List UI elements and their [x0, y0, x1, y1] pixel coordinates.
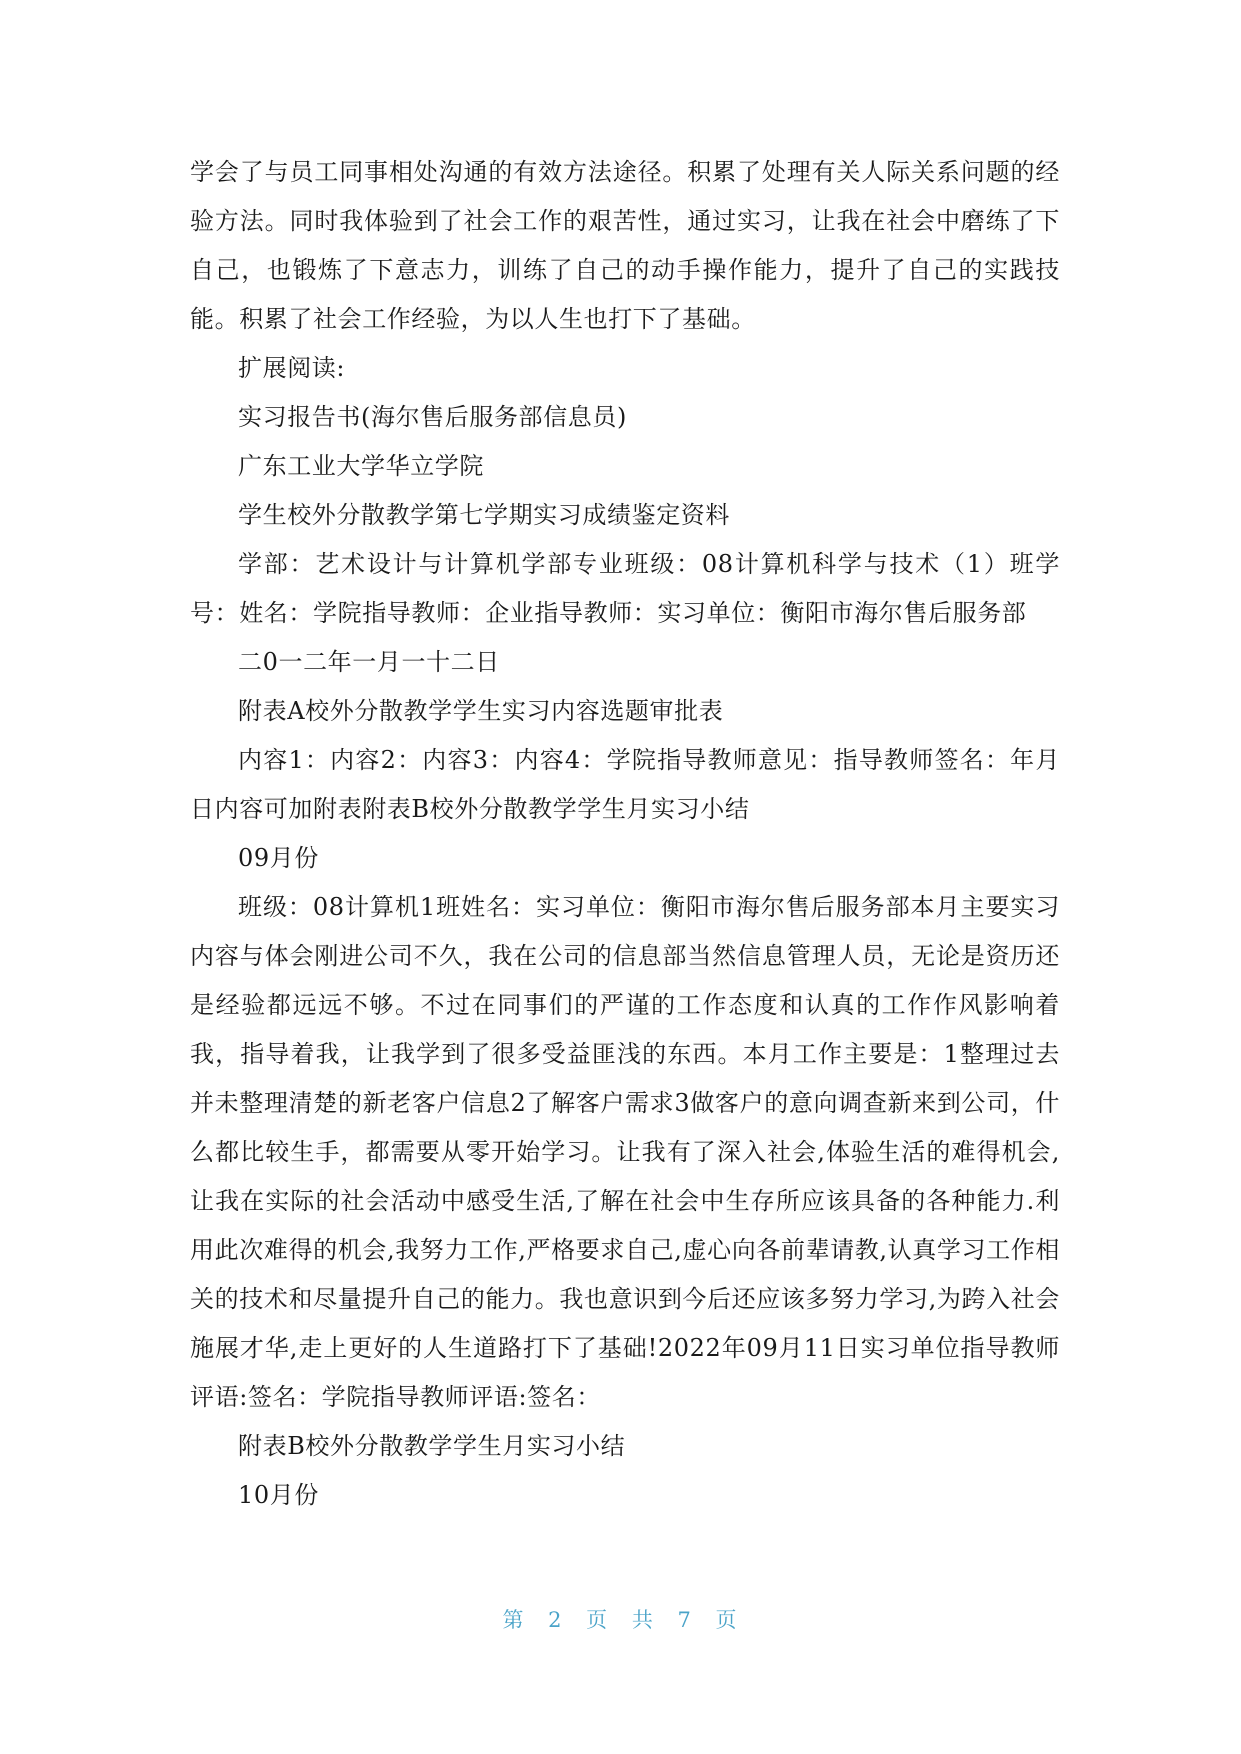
paragraph: 学会了与员工同事相处沟通的有效方法途径。积累了处理有关人际关系问题的经验方法。同时我体验到了社会工作的艰苦性，通过实习，让我在社会中磨练了下自己，也锻炼了下意志力，训练了自己的动手操作能力，提升了自己的实践技能。积累了社会工作经验，为以人生也打下了基础。 — [190, 158, 1060, 333]
paragraph: 内容1：内容2：内容3：内容4：学院指导教师意见：指导教师签名：年月日内容可加附表附表B校外分散教学学生月实习小结 — [190, 746, 1060, 823]
paragraph: 附表A校外分散教学学生实习内容选题审批表 — [238, 697, 724, 725]
paragraph: 二0一二年一月一十二日 — [238, 648, 500, 676]
paragraph: 学生校外分散教学第七学期实习成绩鉴定资料 — [238, 501, 730, 529]
document-body — [190, 148, 1060, 1520]
paragraph: 学部：艺术设计与计算机学部专业班级：08计算机科学与技术（1）班学号：姓名：学院指导教师：企业指导教师：实习单位：衡阳市海尔售后服务部 — [190, 550, 1060, 627]
paragraph: 扩展阅读: — [238, 354, 346, 382]
paragraph: 10月份 — [238, 1481, 319, 1509]
page-footer: 第 2 页 共 7 页 — [502, 1608, 739, 1632]
paragraph: 实习报告书(海尔售后服务部信息员) — [238, 403, 627, 431]
paragraph: 广东工业大学华立学院 — [238, 452, 484, 480]
paragraph: 附表B校外分散教学学生月实习小结 — [238, 1432, 626, 1460]
paragraph: 班级：08计算机1班姓名：实习单位：衡阳市海尔售后服务部本月主要实习内容与体会刚进公司不久，我在公司的信息部当然信息管理人员，无论是资历还是经验都远远不够。不过在同事们的严谨的工作态度和认真的工作作风影响着我，指导着我，让我学到了很多受益匪浅的东西。本月工作主要是：1整理过去并未整理清楚的新老客户信息2了解客户需求3做客户的意向调查新来到公司，什么都比较生手，都需要从零开始学习。让我有了深入社会,体验生活的难得机会,让我在实际的社会活动中感受生活,了解在社会中生存所应该具备的各种能力.利用此次难得的机会,我努力工作,严格要求自己,虚心向各前辈请教,认真学习工作相关的技术和尽量提升自己的能力。我也意识到今后还应该多努力学习,为跨入社会施展才华,走上更好的人生道路打下了基础!2022年09月11日实习单位指导教师评语:签名：学院指导教师评语:签名： — [190, 893, 1060, 1411]
paragraph: 09月份 — [238, 844, 319, 872]
